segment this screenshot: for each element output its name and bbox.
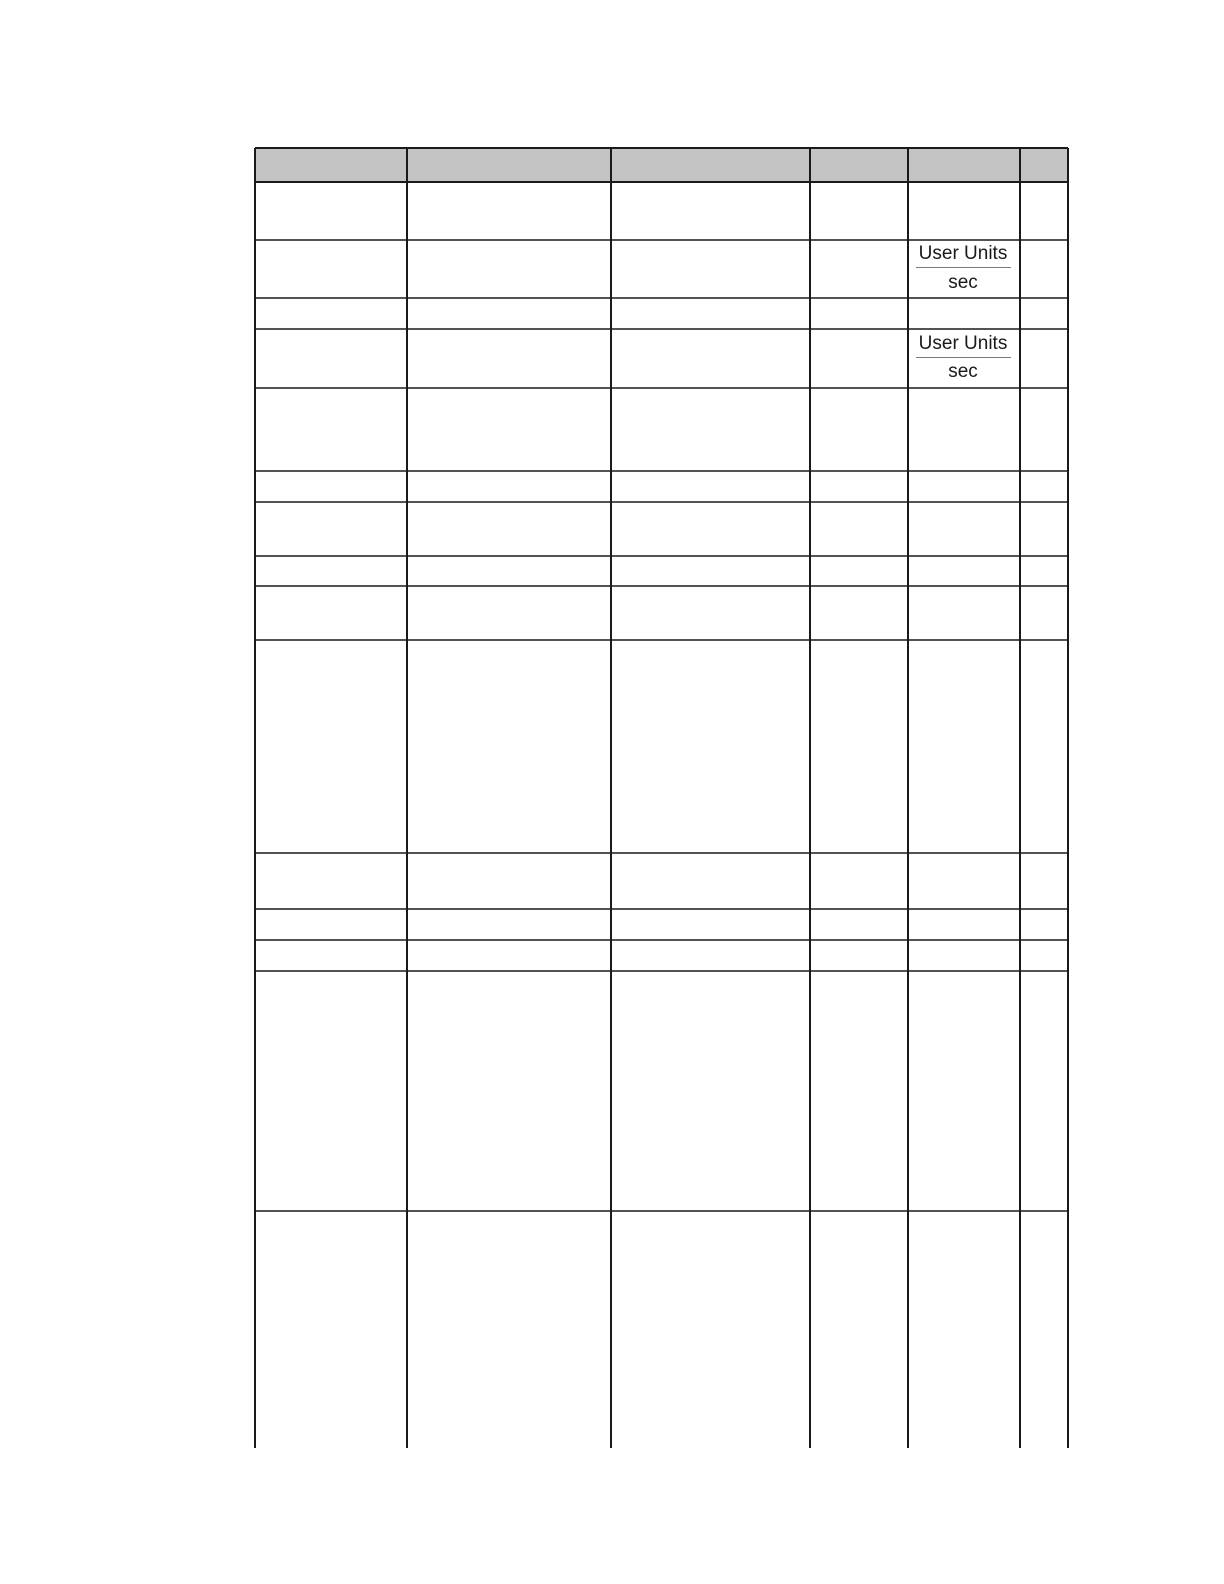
fraction-bar xyxy=(916,357,1011,358)
header-row xyxy=(255,148,1068,182)
unit-denominator: sec xyxy=(948,272,978,293)
unit-numerator: User Units xyxy=(918,333,1008,354)
unit-denominator: sec xyxy=(948,361,978,382)
unit-numerator: User Units xyxy=(918,243,1008,264)
fraction-bar xyxy=(916,267,1011,268)
